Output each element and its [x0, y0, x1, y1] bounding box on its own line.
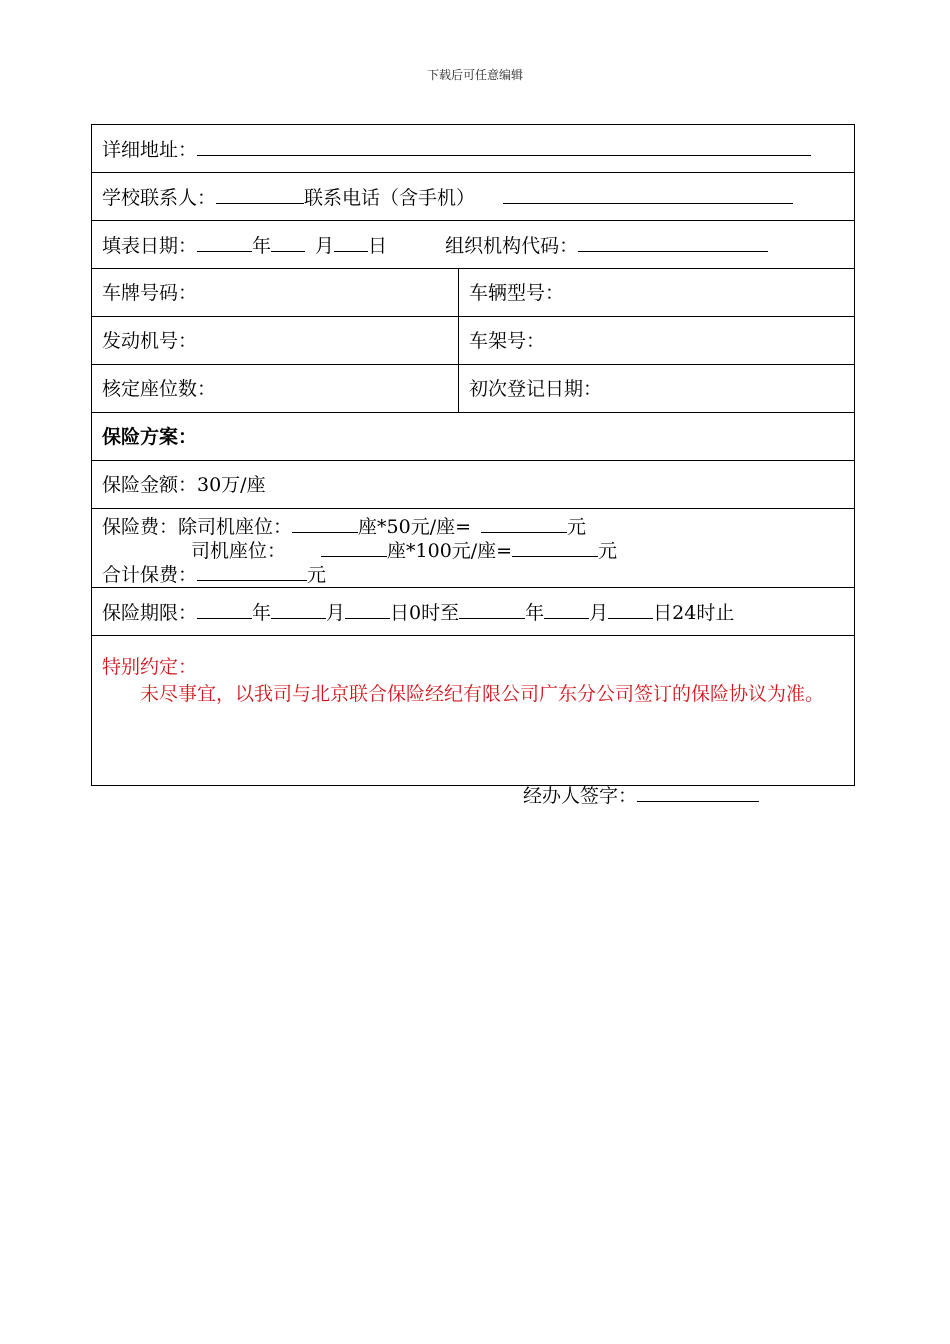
model-cell[interactable] — [459, 269, 855, 317]
start-year-unit: 年 — [252, 602, 272, 624]
non-driver-premium-line — [102, 512, 844, 536]
signature-area — [523, 781, 759, 808]
driver-yuan-unit: 元 — [598, 540, 618, 562]
frame-label: 车架号： — [469, 329, 546, 352]
contact-label: 学校联系人： — [102, 187, 217, 209]
address-field[interactable] — [197, 135, 811, 156]
frame-cell[interactable] — [459, 317, 855, 365]
address-row — [92, 125, 855, 173]
header-note: 下载后可任意编辑 — [426, 68, 523, 82]
plan-title-row — [92, 413, 855, 461]
total-premium-label: 合计保费： — [102, 564, 198, 586]
fill-month-unit: 月 — [315, 235, 335, 257]
plate-model-row — [92, 269, 855, 317]
driver-seat-count-field[interactable] — [321, 536, 387, 557]
seats-cell[interactable] — [92, 365, 459, 413]
premium-row — [92, 509, 855, 588]
total-premium-field[interactable] — [197, 560, 307, 581]
fill-year-field[interactable] — [197, 231, 252, 252]
org-code-field[interactable] — [578, 231, 768, 252]
plan-title: 保险方案： — [102, 425, 198, 448]
end-year-field[interactable] — [459, 598, 525, 619]
plate-label: 车牌号码： — [102, 281, 198, 304]
fill-day-field[interactable] — [334, 231, 368, 252]
end-day-field[interactable] — [608, 598, 653, 619]
end-month-field[interactable] — [544, 598, 589, 619]
first-registration-label: 初次登记日期： — [469, 377, 603, 400]
non-driver-premium-field[interactable] — [481, 512, 567, 533]
start-month-field[interactable] — [271, 598, 326, 619]
org-code-label: 组织机构代码： — [445, 235, 579, 257]
fill-date-row — [92, 221, 855, 269]
non-driver-yuan-unit: 元 — [567, 516, 587, 538]
start-day-unit: 日0时至 — [390, 602, 460, 624]
seats-label: 核定座位数： — [102, 377, 217, 400]
premium-label: 保险费： — [102, 516, 179, 538]
model-label: 车辆型号： — [469, 281, 565, 304]
start-day-field[interactable] — [345, 598, 390, 619]
amount-row — [92, 461, 855, 509]
address-label: 详细地址： — [102, 139, 198, 161]
fill-year-unit: 年 — [252, 235, 272, 257]
engine-cell[interactable] — [92, 317, 459, 365]
non-driver-seat-label: 除司机座位： — [178, 516, 293, 538]
driver-seat-label: 司机座位： — [191, 540, 287, 562]
period-row — [92, 588, 855, 636]
period-label: 保险期限： — [102, 602, 198, 624]
insurance-form-table — [91, 124, 855, 786]
fill-month-field[interactable] — [271, 231, 305, 252]
special-agreement-title: 特别约定： — [102, 656, 198, 678]
fill-day-unit: 日 — [368, 235, 388, 257]
driver-rate: 座*100元/座= — [387, 540, 513, 562]
end-month-unit: 月 — [589, 602, 609, 624]
start-month-unit: 月 — [326, 602, 346, 624]
total-yuan-unit: 元 — [307, 564, 327, 586]
signature-label: 经办人签字： — [523, 785, 638, 807]
driver-premium-line — [102, 536, 844, 560]
non-driver-rate: 座*50元/座= — [358, 516, 472, 538]
total-premium-line — [102, 560, 844, 584]
insured-amount: 保险金额：30万/座 — [102, 473, 266, 496]
phone-label: 联系电话（含手机） — [304, 187, 476, 209]
end-day-unit: 日24时止 — [653, 602, 735, 624]
fill-date-label: 填表日期： — [102, 235, 198, 257]
phone-field[interactable] — [503, 183, 793, 204]
engine-label: 发动机号： — [102, 329, 198, 352]
special-agreement-text: 未尽事宜，以我司与北京联合保险经纪有限公司广东分公司签订的保险协议为准。 — [140, 683, 825, 705]
end-year-unit: 年 — [525, 602, 545, 624]
contact-row — [92, 173, 855, 221]
contact-field[interactable] — [216, 183, 304, 204]
special-agreement-row — [92, 636, 855, 786]
first-registration-cell[interactable] — [459, 365, 855, 413]
engine-frame-row — [92, 317, 855, 365]
seats-registration-row — [92, 365, 855, 413]
plate-cell[interactable] — [92, 269, 459, 317]
start-year-field[interactable] — [197, 598, 252, 619]
non-driver-seat-count-field[interactable] — [292, 512, 358, 533]
signature-field[interactable] — [637, 781, 759, 802]
driver-premium-field[interactable] — [512, 536, 598, 557]
